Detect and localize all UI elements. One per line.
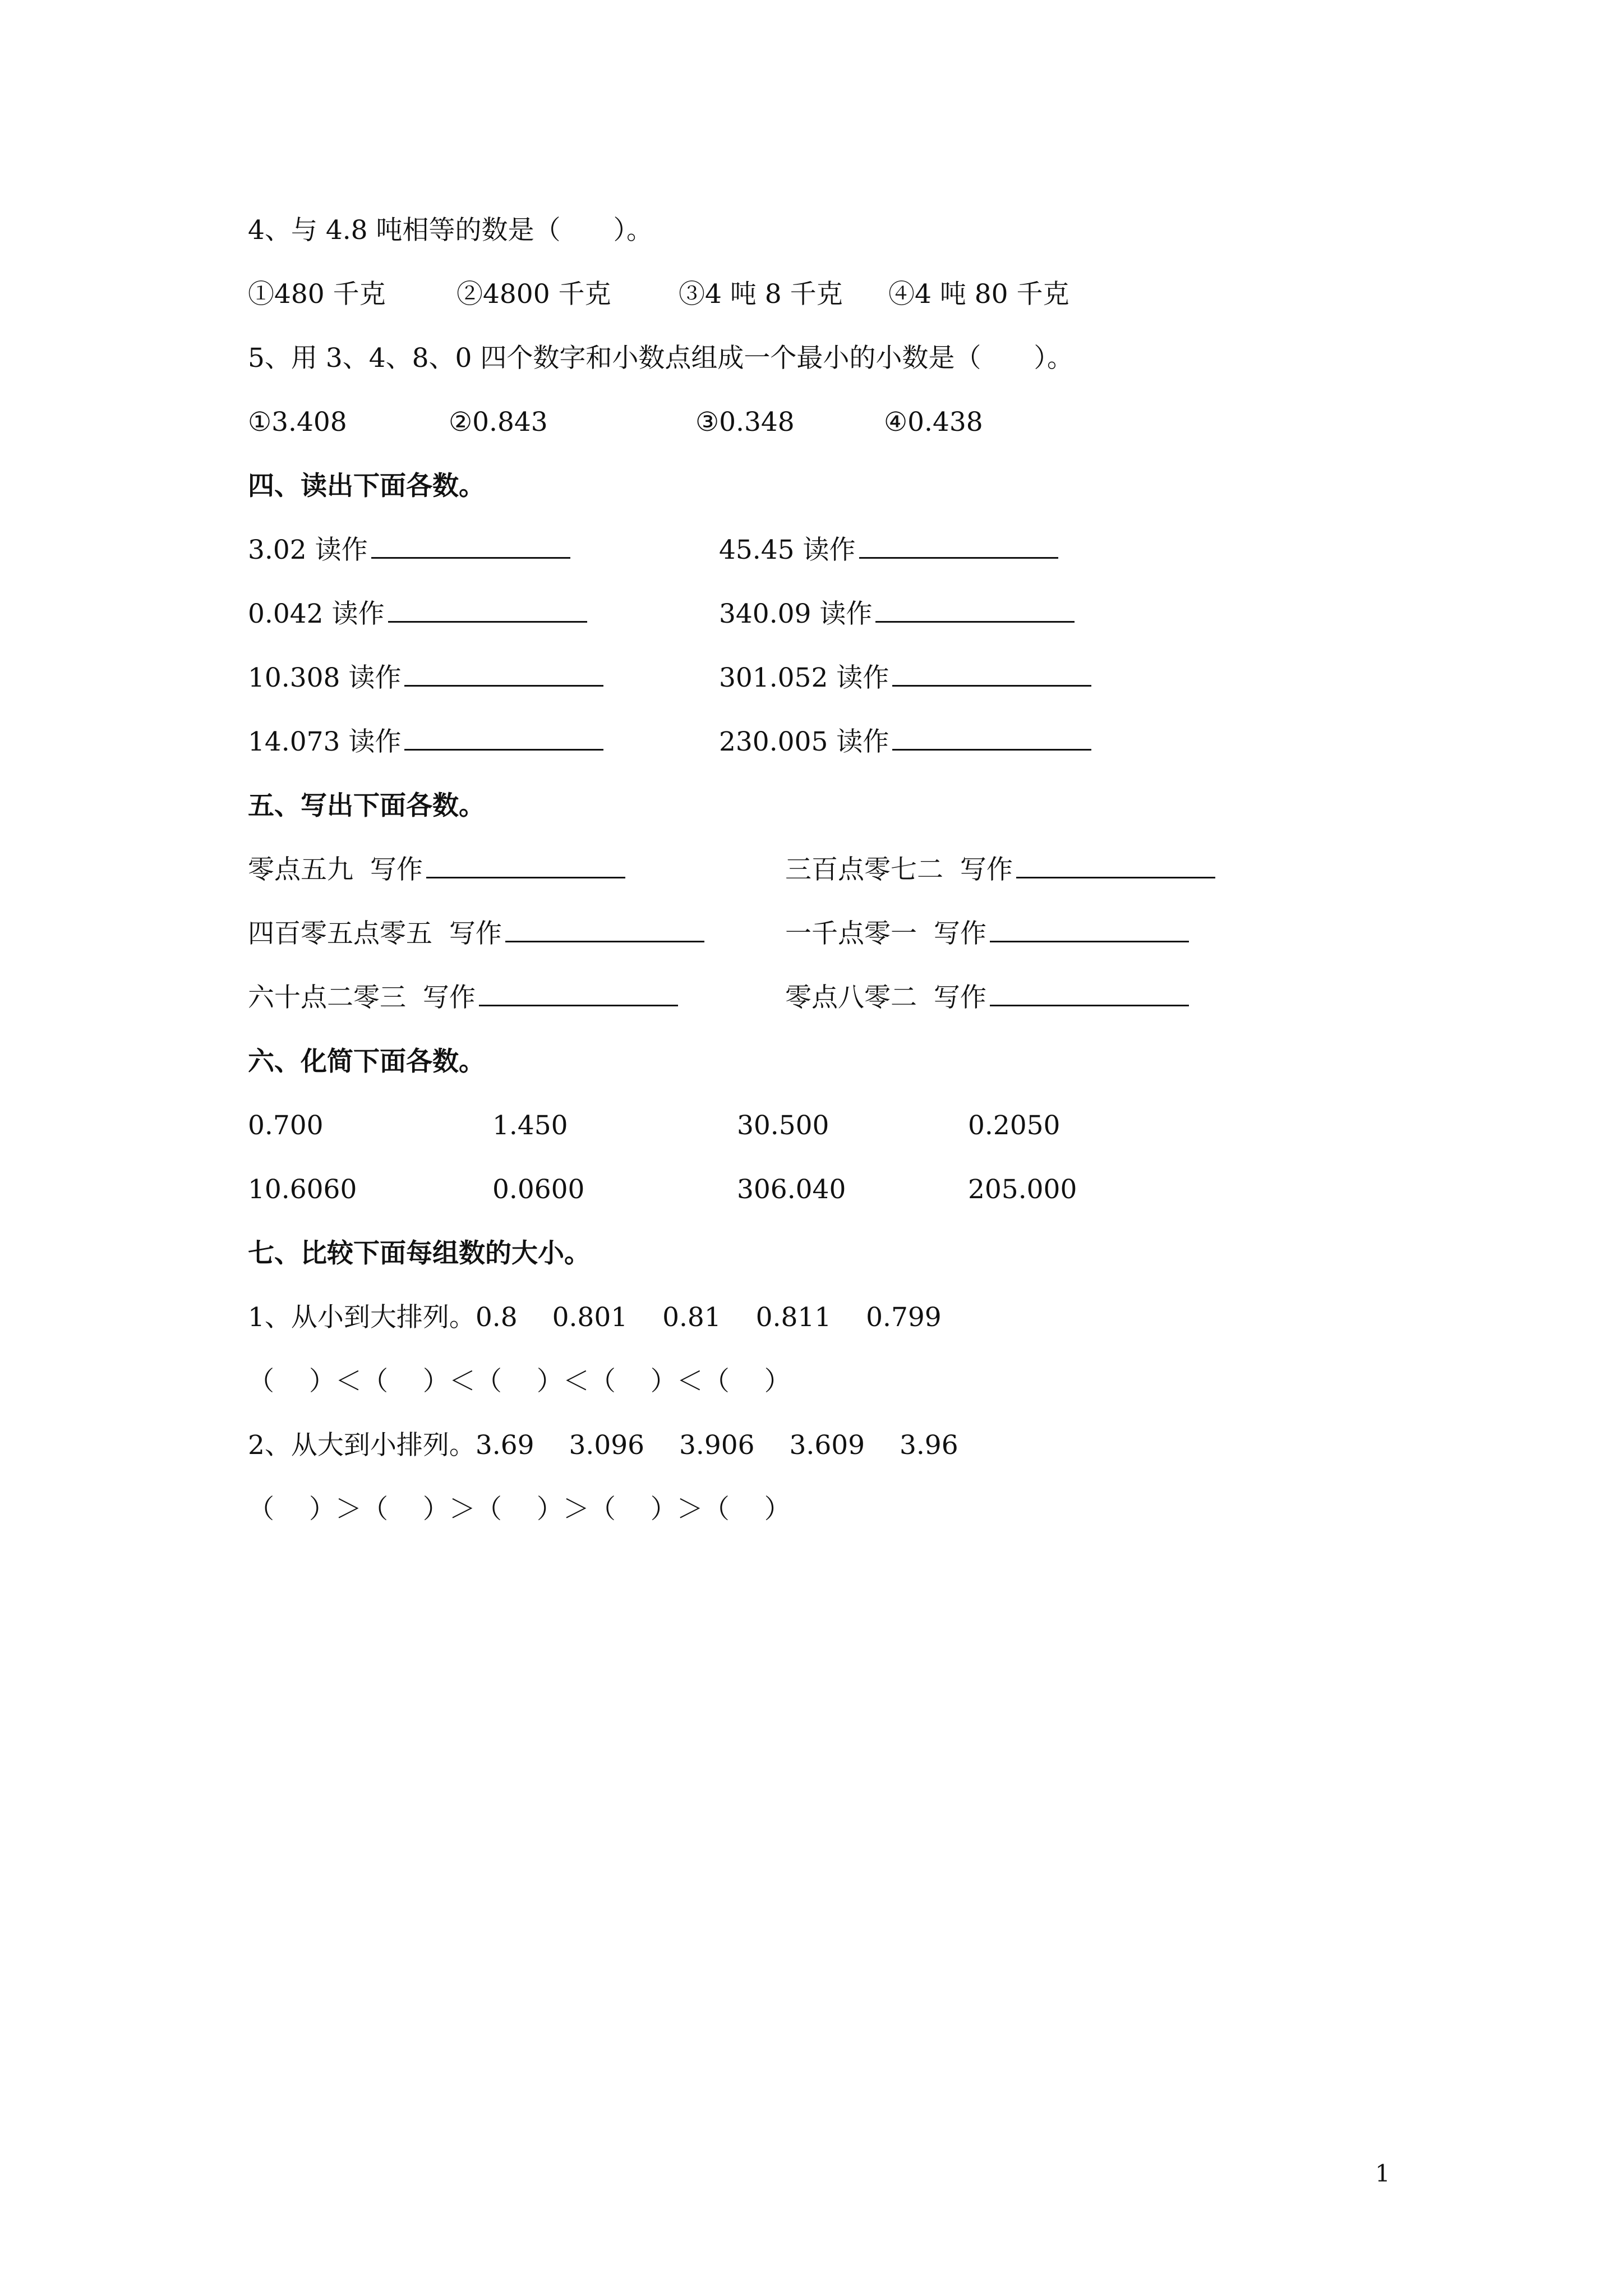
answer-blank[interactable] — [505, 918, 704, 942]
simplify-number: 0.700 — [248, 1110, 324, 1141]
simplify-number: 1.450 — [492, 1110, 568, 1141]
section-6-title: 六、化简下面各数。 — [248, 1046, 485, 1077]
read-item: 45.45 读作 — [719, 533, 1058, 568]
read-item: 14.073 读作 — [248, 725, 603, 760]
read-item: 10.308 读作 — [248, 661, 603, 696]
write-item: 零点五九 写作 — [248, 853, 625, 887]
compare-question-2: 2、从大到小排列。3.69 3.096 3.906 3.609 3.96 — [248, 1430, 958, 1461]
answer-blank[interactable] — [404, 662, 603, 687]
q4-option-3: ③4 吨 8 千克 — [679, 279, 843, 310]
read-item: 0.042 读作 — [248, 597, 587, 632]
answer-blank[interactable] — [892, 662, 1091, 687]
q5-option-1: ①3.408 — [248, 407, 347, 438]
section-7-title: 七、比较下面每组数的大小。 — [248, 1238, 591, 1269]
q4-option-4: ④4 吨 80 千克 — [888, 279, 1069, 310]
simplify-number: 30.500 — [737, 1110, 829, 1141]
answer-blank[interactable] — [990, 918, 1189, 942]
answer-blank[interactable] — [875, 599, 1075, 623]
compare-answer-2[interactable]: （ ）＞（ ）＞（ ）＞（ ）＞（ ） — [248, 1494, 791, 1525]
answer-blank[interactable] — [404, 726, 603, 751]
read-item: 3.02 读作 — [248, 533, 570, 568]
page-number: 1 — [1375, 2160, 1390, 2187]
simplify-number: 306.040 — [737, 1174, 846, 1205]
answer-blank[interactable] — [479, 982, 678, 1006]
q5-option-4: ④0.438 — [884, 407, 983, 438]
read-item: 340.09 读作 — [719, 597, 1075, 632]
simplify-number: 0.0600 — [492, 1174, 585, 1205]
q4-option-1: ①480 千克 — [248, 279, 386, 310]
write-item: 一千点零一 写作 — [785, 917, 1189, 951]
answer-blank[interactable] — [426, 854, 625, 878]
section-5-title: 五、写出下面各数。 — [248, 790, 485, 821]
question-4: 4、与 4.8 吨相等的数是（ ）。 — [248, 215, 653, 246]
read-item: 230.005 读作 — [719, 725, 1091, 760]
compare-question-1: 1、从小到大排列。0.8 0.801 0.81 0.811 0.799 — [248, 1302, 942, 1333]
answer-blank[interactable] — [859, 535, 1058, 559]
answer-blank[interactable] — [990, 982, 1189, 1006]
q5-option-2: ②0.843 — [449, 407, 548, 438]
write-item: 四百零五点零五 写作 — [248, 917, 704, 951]
answer-blank[interactable] — [388, 599, 587, 623]
answer-blank[interactable] — [1016, 854, 1215, 878]
write-item: 零点八零二 写作 — [785, 981, 1189, 1015]
section-4-title: 四、读出下面各数。 — [248, 471, 485, 501]
q4-option-2: ②4800 千克 — [457, 279, 611, 310]
q5-option-3: ③0.348 — [695, 407, 795, 438]
simplify-number: 205.000 — [968, 1174, 1077, 1205]
question-5: 5、用 3、4、8、0 四个数字和小数点组成一个最小的小数是（ ）。 — [248, 343, 1073, 374]
write-item: 三百点零七二 写作 — [785, 853, 1215, 887]
answer-blank[interactable] — [892, 726, 1091, 751]
write-item: 六十点二零三 写作 — [248, 981, 678, 1015]
answer-blank[interactable] — [371, 535, 570, 559]
read-item: 301.052 读作 — [719, 661, 1091, 696]
compare-answer-1[interactable]: （ ）＜（ ）＜（ ）＜（ ）＜（ ） — [248, 1366, 791, 1397]
simplify-number: 10.6060 — [248, 1174, 357, 1205]
simplify-number: 0.2050 — [968, 1110, 1061, 1141]
